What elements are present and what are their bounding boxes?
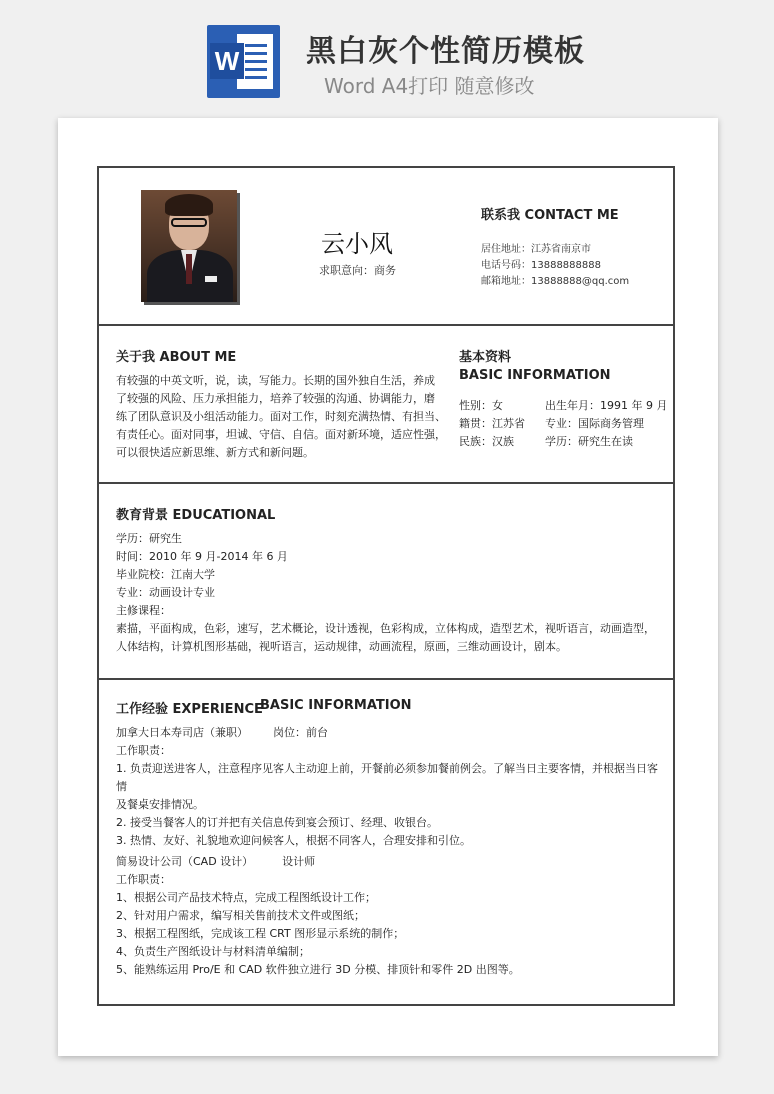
about-line: 练了团队意识及小组活动能力。面对工作，时刻充满热情、有担当、 [116, 410, 446, 423]
job2-line: 2、针对用户需求，编写相关售前技术文件或图纸； [116, 909, 365, 922]
job2-position: 设计师 [282, 855, 316, 868]
about-line: 了较强的风险、压力承担能力，培养了较强的沟通、协调能力，磨 [116, 392, 435, 405]
about-text [116, 372, 446, 462]
resume-page [58, 118, 718, 1056]
word-logo-icon [207, 25, 280, 98]
education-text [116, 530, 666, 656]
education-section [99, 484, 673, 680]
basic-gender: 性别：女 [459, 399, 503, 412]
header-section [99, 168, 673, 326]
job2-company: 简易设计公司（CAD 设计） [116, 855, 254, 868]
basic-origin: 籍贯：江苏省 [459, 417, 525, 430]
education-line: 毕业院校：江南大学 [116, 568, 215, 581]
work-section [99, 680, 673, 1004]
basic-major: 专业：国际商务管理 [545, 417, 644, 430]
basic-degree: 学历：研究生在读 [545, 435, 633, 448]
profile-photo [141, 190, 237, 302]
basic-birth: 出生年月：1991 年 9 月 [545, 399, 668, 412]
education-line: 学历：研究生 [116, 532, 182, 545]
job2-line: 5、能熟练运用 Pro/E 和 CAD 软件独立进行 3D 分模、排顶针和零件 2D 出图等。 [116, 963, 520, 976]
education-line: 素描，平面构成，色彩，速写，艺术概论，设计透视，色彩构成，立体构成，造型艺术，视听语言，动画造型， [116, 622, 655, 635]
education-line: 主修课程： [116, 604, 171, 617]
work-title: 工作经验 EXPERIENCE [116, 702, 263, 717]
job-intent: 求职意向：商务 [319, 264, 396, 277]
about-title: 关于我 ABOUT ME [116, 350, 237, 365]
basic-title-en: BASIC INFORMATION [459, 368, 611, 383]
job1-position: 岗位：前台 [273, 726, 328, 739]
job1-line: 及餐桌安排情况。 [116, 798, 204, 811]
job1-header [116, 724, 666, 742]
job1-line: 3. 热情、友好、礼貌地欢迎问候客人，根据不同客人，合理安排和引位。 [116, 834, 471, 847]
about-line: 有责任心。面对同事，坦诚、守信、自信。面对新环境，适应性强， [116, 428, 446, 441]
banner-subtitle: Word A4打印 随意修改 [324, 74, 535, 98]
education-line: 人体结构，计算机图形基础，视听语言，运动规律，动画流程，原画，三维动画设计，剧本。 [116, 640, 567, 653]
job1-company: 加拿大日本寿司店（兼职） [116, 726, 248, 739]
banner [0, 0, 774, 110]
job2-header [116, 853, 666, 871]
education-title: 教育背景 EDUCATIONAL [116, 508, 276, 523]
job2-line: 1、根据公司产品技术特点，完成工程图纸设计工作； [116, 891, 376, 904]
job1-line: 1. 负责迎送进客人，注意程序见客人主动迎上前，开餐前必须参加餐前例会。了解当日主要客情，并根据当日客情 [116, 762, 658, 793]
job2-block [116, 853, 666, 979]
contact-title: 联系我 CONTACT ME [481, 208, 619, 223]
contact-phone: 电话号码：13888888888 [481, 260, 601, 271]
job1-block [116, 724, 666, 850]
education-line: 时间：2010 年 9 月-2014 年 6 月 [116, 550, 288, 563]
resume-frame [97, 166, 675, 1006]
job1-line: 2. 接受当餐客人的订并把有关信息传到宴会预订、经理、收银台。 [116, 816, 438, 829]
education-line: 专业：动画设计专业 [116, 586, 215, 599]
basic-ethnicity: 民族：汉族 [459, 435, 514, 448]
work-title-extra: BASIC INFORMATION [260, 698, 412, 713]
contact-address: 居住地址：江苏省南京市 [481, 244, 591, 255]
about-line: 可以很快适应新思维、新方式和新问题。 [116, 446, 314, 459]
contact-email: 邮箱地址：13888888@qq.com [481, 276, 630, 287]
about-line: 有较强的中英文听，说，读，写能力。长期的国外独自生活，养成 [116, 374, 435, 387]
job1-duties-label: 工作职责： [116, 744, 171, 757]
candidate-name: 云小风 [321, 230, 393, 258]
job2-duties-label: 工作职责： [116, 873, 171, 886]
job2-line: 3、根据工程图纸，完成该工程 CRT 图形显示系统的制作； [116, 927, 405, 940]
basic-title-cn: 基本资料 [459, 350, 512, 365]
job2-line: 4、负责生产图纸设计与材料清单编制； [116, 945, 310, 958]
word-logo-letter: W [210, 43, 244, 79]
banner-title: 黑白灰个性简历模板 [306, 34, 585, 69]
about-section [99, 326, 673, 484]
